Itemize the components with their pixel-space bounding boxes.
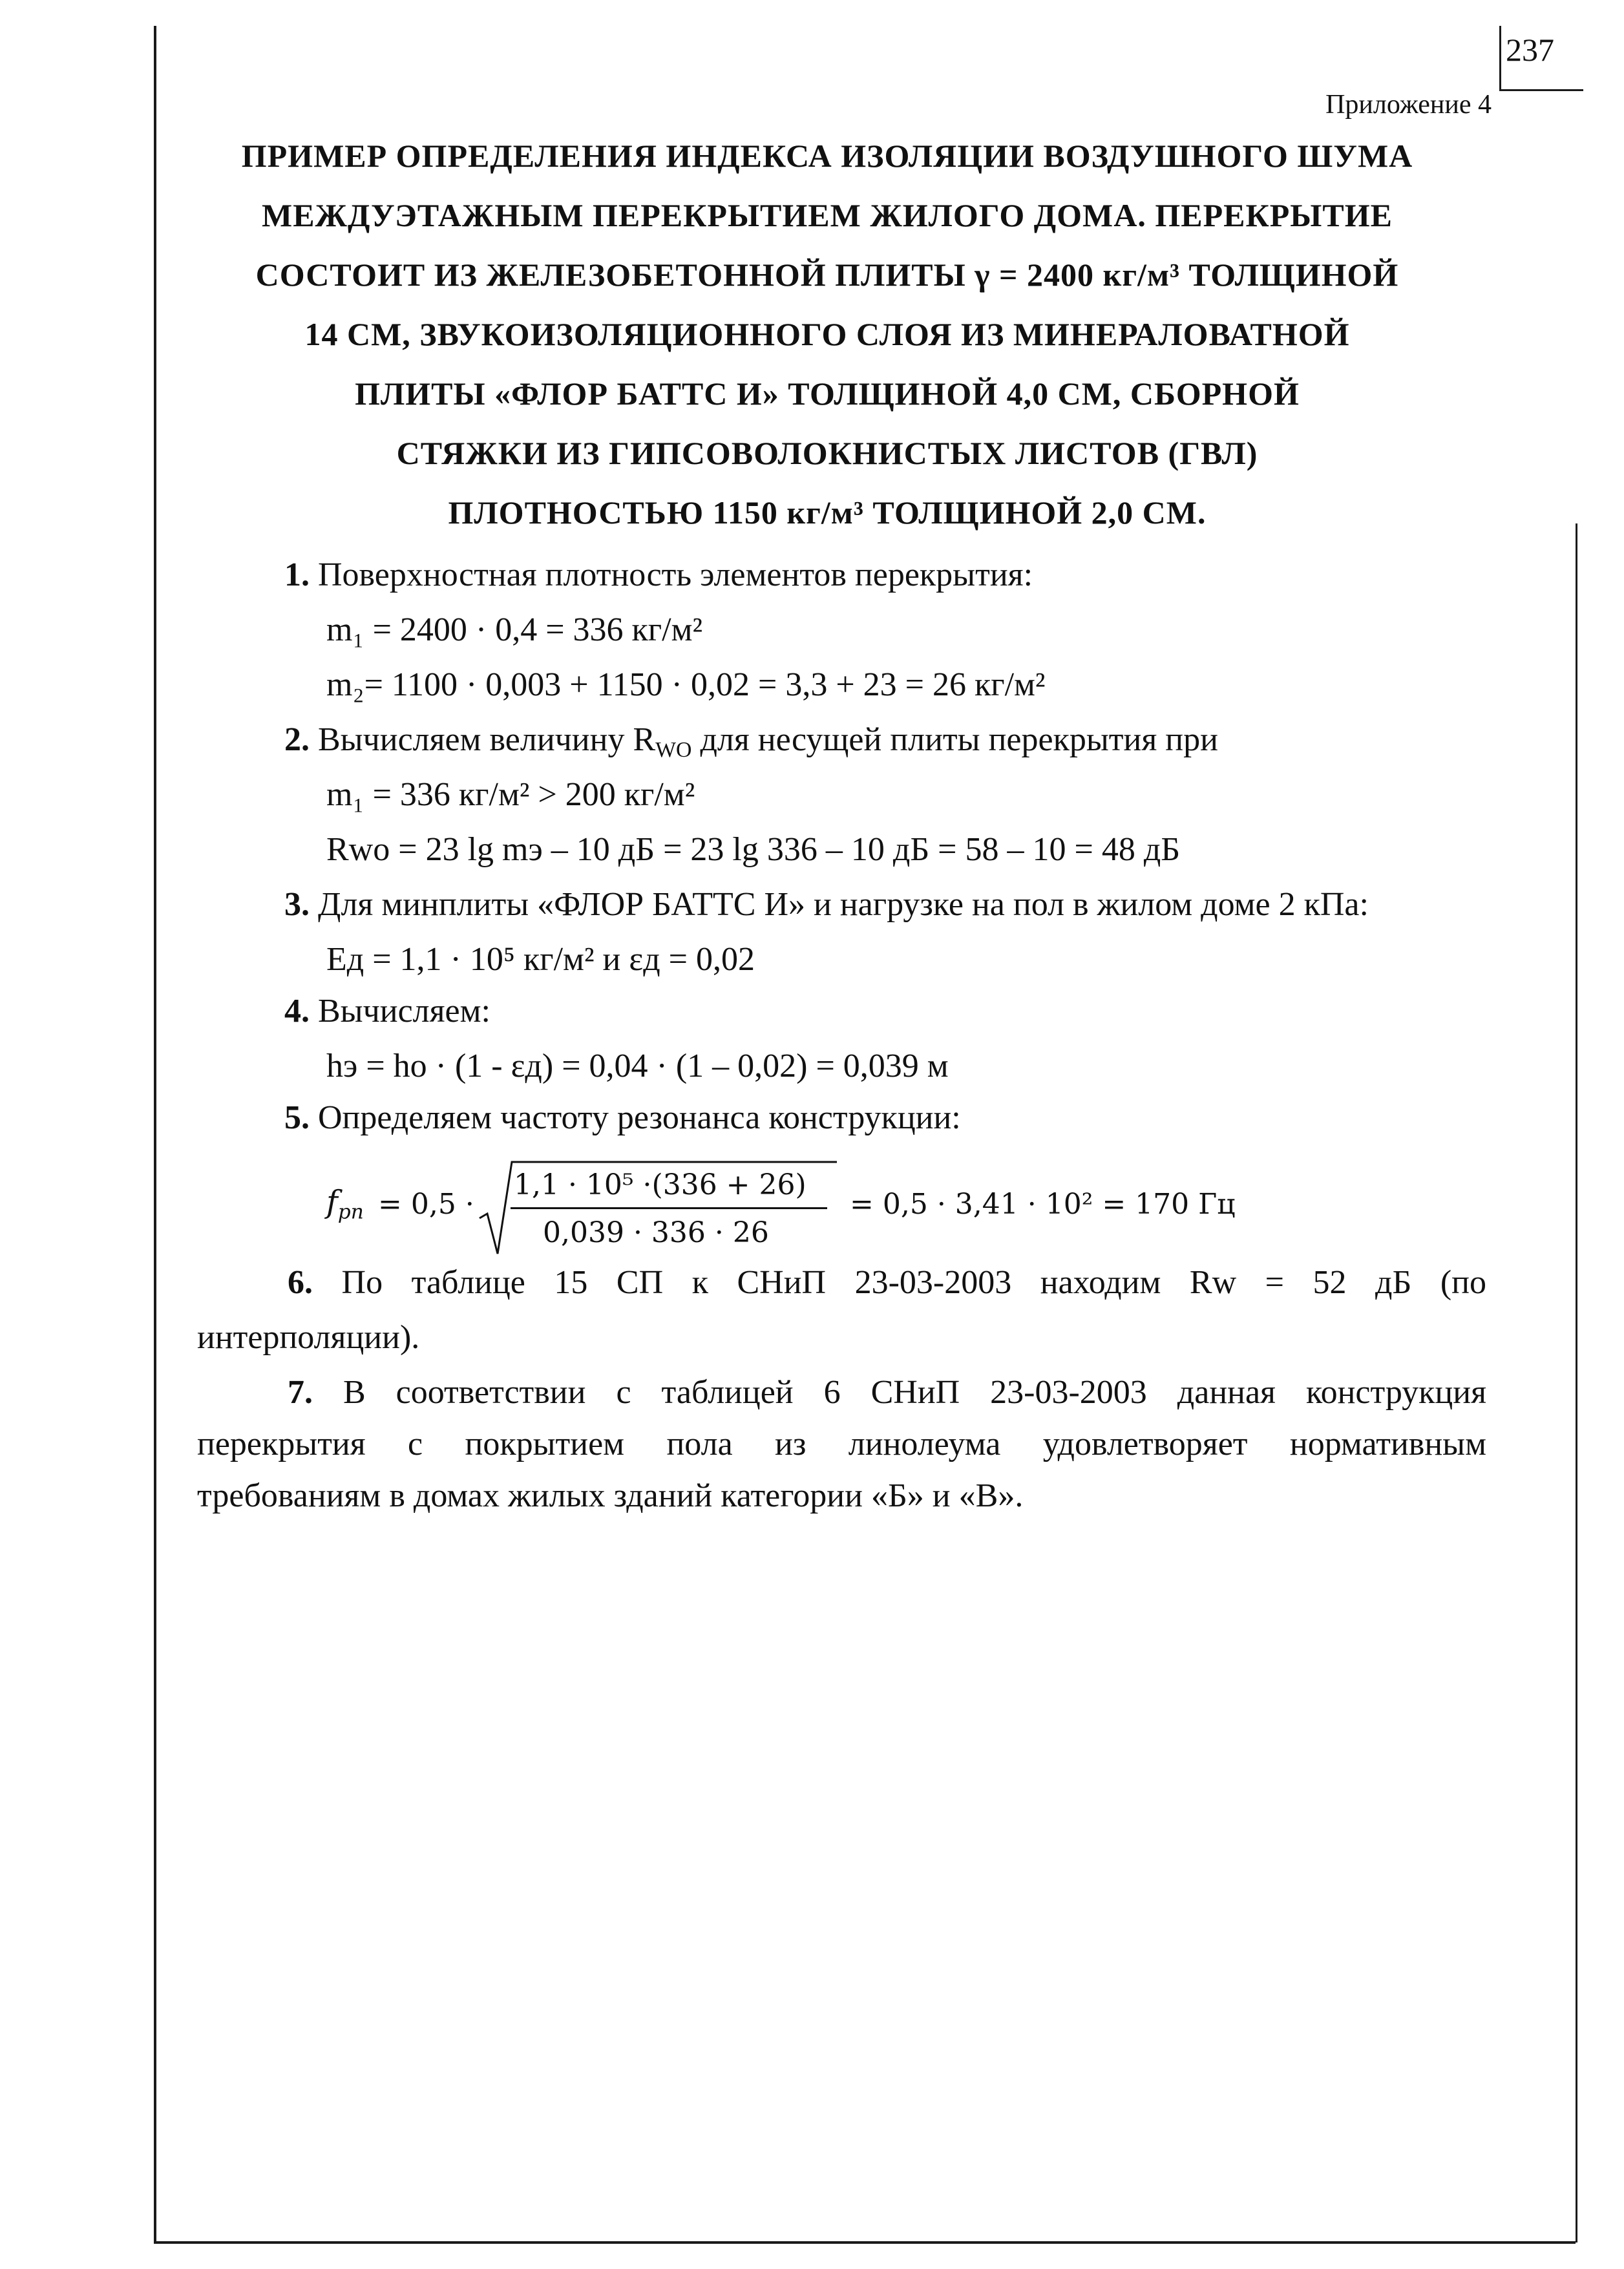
step-5	[284, 1099, 961, 1137]
step-number: 3.	[284, 886, 310, 923]
step-text: Определяем частоту резонанса конструкции:	[318, 1099, 961, 1136]
step-text: Для минплиты «ФЛОР БАТТС И» и нагрузке на пол в жилом доме 2 кПа:	[318, 886, 1369, 923]
title-line: ПРИМЕР ОПРЕДЕЛЕНИЯ ИНДЕКСА ИЗОЛЯЦИИ ВОЗДУШНОГО ШУМА	[241, 138, 1413, 174]
bottom-margin-line	[154, 2241, 1576, 2244]
title-line: СТЯЖКИ ИЗ ГИПСОВОЛОКНИСТЫХ ЛИСТОВ (ГВЛ)	[396, 435, 1258, 471]
title-line: 14 СМ, ЗВУКОИЗОЛЯЦИОННОГО СЛОЯ ИЗ МИНЕРАЛОВАТНОЙ	[304, 316, 1350, 352]
page-number-box-left	[1499, 26, 1501, 90]
step-text: Поверхностная плотность элементов перекрытия:	[318, 556, 1033, 593]
resonance-formula	[326, 1157, 1236, 1267]
formula-lhs: $f_{рп}$	[326, 1184, 364, 1224]
step-text: По таблице 15 СП к СНиП 23-03-2003 находим Rw = 52 дБ (по	[341, 1264, 1487, 1301]
left-margin-line	[154, 26, 156, 2243]
step-number: 1.	[284, 556, 310, 593]
formula-result: = 0,5 · 3,41 · 10² = 170 Гц	[850, 1188, 1236, 1221]
formula-numerator: 1,1 · 10⁵ ·(336 + 26)	[514, 1168, 807, 1201]
document-title	[187, 126, 1467, 542]
step-number: 5.	[284, 1099, 310, 1136]
step-3	[284, 885, 1369, 923]
step-4	[284, 992, 490, 1030]
step-1-formula-m2: m₂= 1100 · 0,003 + 1150 · 0,02 = 3,3 + 23 = 26 кг/м²	[326, 666, 1046, 703]
step-7-line-2: перекрытия с покрытием пола из линолеума удовлетворяет нормативным	[197, 1426, 1486, 1462]
step-2-calculation: Rwo = 23 lg mэ – 10 дБ = 23 lg 336 – 10 дБ = 58 – 10 = 48 дБ	[326, 831, 1181, 868]
step-3-values: Eд = 1,1 · 10⁵ кг/м² и εд = 0,02	[326, 941, 755, 978]
appendix-label: Приложение 4	[1325, 90, 1492, 120]
title-line: ПЛОТНОСТЬЮ 1150 кг/м³ ТОЛЩИНОЙ 2,0 СМ.	[448, 494, 1207, 531]
step-number: 6.	[288, 1264, 313, 1301]
step-text: В соответствии с таблицей 6 СНиП 23-03-2003 данная конструкция	[343, 1374, 1487, 1411]
step-text: Вычисляем:	[318, 993, 490, 1029]
step-1-formula-m1: m₁ = 2400 · 0,4 = 336 кг/м²	[326, 611, 703, 648]
step-number: 7.	[288, 1374, 313, 1411]
step-7-line-3: требованиям в домах жилых зданий категории «Б» и «В».	[197, 1477, 1024, 1514]
step-1	[284, 556, 1033, 594]
step-text-tail: для несущей плиты перекрытия при	[691, 721, 1218, 758]
page-number-box-bottom	[1499, 89, 1583, 91]
right-margin-line	[1576, 523, 1577, 2243]
step-2	[284, 721, 1218, 763]
title-line: МЕЖДУЭТАЖНЫМ ПЕРЕКРЫТИЕМ ЖИЛОГО ДОМА. ПЕРЕКРЫТИЕ	[262, 197, 1393, 233]
step-2-condition: m₁ = 336 кг/м² > 200 кг/м²	[326, 776, 695, 813]
page-number: 237	[1506, 32, 1554, 68]
step-4-calculation: hэ = hо · (1 - εд) = 0,04 · (1 – 0,02) = 0,039 м	[326, 1048, 949, 1084]
step-number: 2.	[284, 721, 310, 758]
step-6-line-2: интерполяции).	[197, 1319, 420, 1356]
title-line: ПЛИТЫ «ФЛОР БАТТС И» ТОЛЩИНОЙ 4,0 СМ, СБОРНОЙ	[355, 375, 1300, 412]
step-number: 4.	[284, 993, 310, 1029]
subscript: WO	[655, 738, 692, 763]
step-text: Вычисляем величину R	[318, 721, 656, 758]
formula-coefficient: = 0,5 ·	[378, 1188, 474, 1221]
fraction-bar	[511, 1207, 827, 1209]
formula-denominator: 0,039 · 336 · 26	[543, 1216, 769, 1249]
step-6-line-1	[197, 1263, 1486, 1302]
step-7-line-1	[197, 1373, 1486, 1411]
title-line: СОСТОИТ ИЗ ЖЕЛЕЗОБЕТОННОЙ ПЛИТЫ γ = 2400 кг/м³ ТОЛЩИНОЙ	[255, 257, 1399, 293]
